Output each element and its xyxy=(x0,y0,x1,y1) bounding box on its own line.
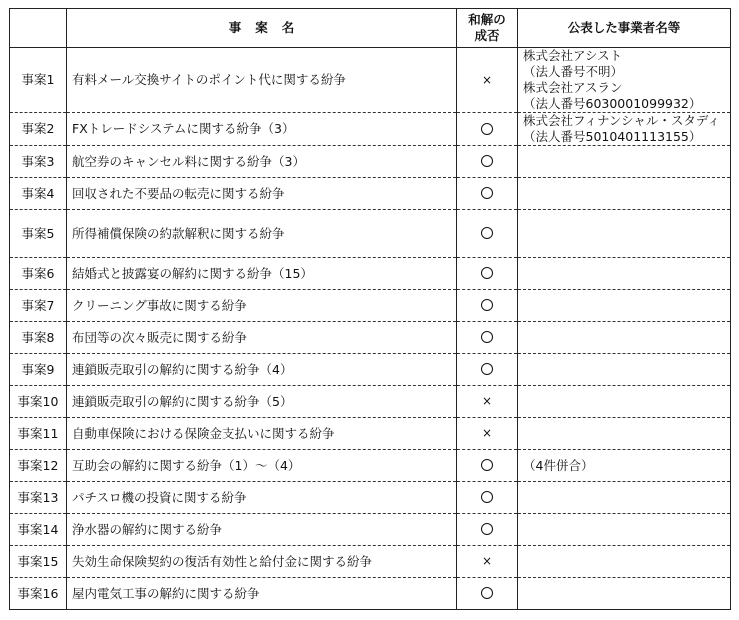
case-name: 所得補償保険の約款解釈に関する紛争 xyxy=(67,210,457,258)
case-number: 事案3 xyxy=(10,146,67,178)
settled-circle-icon xyxy=(481,267,493,279)
settlement-result xyxy=(457,514,518,546)
case-name: 回収された不要品の転売に関する紛争 xyxy=(67,178,457,210)
settlement-result xyxy=(457,113,518,146)
published-business-line: （法人番号不明） xyxy=(523,64,624,79)
settled-circle-icon xyxy=(481,459,493,471)
case-number: 事案1 xyxy=(10,48,67,113)
published-business xyxy=(518,48,731,113)
settlement-result xyxy=(457,258,518,290)
table-row xyxy=(10,482,731,514)
settlement-result xyxy=(457,354,518,386)
table-row xyxy=(10,578,731,610)
case-number: 事案12 xyxy=(10,450,67,482)
case-number: 事案8 xyxy=(10,322,67,354)
settlement-result xyxy=(457,290,518,322)
header-settlement xyxy=(457,9,518,48)
header-row xyxy=(10,9,731,48)
not-settled-cross-icon: × xyxy=(481,554,493,568)
case-name: クリーニング事故に関する紛争 xyxy=(67,290,457,322)
published-business xyxy=(518,514,731,546)
table-row xyxy=(10,386,731,418)
published-business xyxy=(518,386,731,418)
not-settled-cross-icon: × xyxy=(481,72,493,87)
published-business xyxy=(518,578,731,610)
case-name: 屋内電気工事の解約に関する紛争 xyxy=(67,578,457,610)
settled-circle-icon xyxy=(481,523,493,535)
case-number: 事案15 xyxy=(10,546,67,578)
table-row xyxy=(10,514,731,546)
settled-circle-icon xyxy=(481,187,493,199)
case-name: 連鎖販売取引の解約に関する紛争（5） xyxy=(67,386,457,418)
case-name: FXトレードシステムに関する紛争（3） xyxy=(67,113,457,146)
table-row xyxy=(10,146,731,178)
published-business xyxy=(518,354,731,386)
case-number: 事案7 xyxy=(10,290,67,322)
header-settlement-line2: 成否 xyxy=(474,28,500,43)
table-row xyxy=(10,354,731,386)
published-business xyxy=(518,113,731,146)
settlement-result xyxy=(457,322,518,354)
published-business-line: 株式会社アシスト xyxy=(523,48,623,63)
published-business xyxy=(518,418,731,450)
settlement-result xyxy=(457,210,518,258)
case-name: 航空券のキャンセル料に関する紛争（3） xyxy=(67,146,457,178)
published-business xyxy=(518,258,731,290)
published-business-line: （法人番号6030001099932） xyxy=(523,96,702,111)
table-row xyxy=(10,210,731,258)
table-row xyxy=(10,113,731,146)
case-number: 事案13 xyxy=(10,482,67,514)
case-name: 自動車保険における保険金支払いに関する紛争 xyxy=(67,418,457,450)
case-name: 有料メール交換サイトのポイント代に関する紛争 xyxy=(67,48,457,113)
case-name: 互助会の解約に関する紛争（1）～（4） xyxy=(67,450,457,482)
settled-circle-icon xyxy=(481,363,493,375)
case-name: 失効生命保険契約の復活有効性と給付金に関する紛争 xyxy=(67,546,457,578)
case-name: 連鎖販売取引の解約に関する紛争（4） xyxy=(67,354,457,386)
settled-circle-icon xyxy=(481,299,493,311)
case-number: 事案16 xyxy=(10,578,67,610)
settled-circle-icon xyxy=(481,331,493,343)
case-name: 結婚式と披露宴の解約に関する紛争（15） xyxy=(67,258,457,290)
published-business xyxy=(518,210,731,258)
table-body xyxy=(10,48,731,610)
table-row xyxy=(10,450,731,482)
case-number: 事案5 xyxy=(10,210,67,258)
published-business xyxy=(518,178,731,210)
settlement-result xyxy=(457,578,518,610)
settled-circle-icon xyxy=(481,587,493,599)
settlement-result xyxy=(457,386,518,418)
published-business-line: （4件併合） xyxy=(523,457,594,473)
not-settled-cross-icon: × xyxy=(481,426,493,440)
header-case-name: 事案名 xyxy=(67,9,457,48)
case-number: 事案4 xyxy=(10,178,67,210)
settled-circle-icon xyxy=(481,123,493,135)
case-name: 浄水器の解約に関する紛争 xyxy=(67,514,457,546)
published-business-line: 株式会社アスラン xyxy=(523,80,623,95)
header-published-business: 公表した事業者名等 xyxy=(518,9,731,48)
case-name: パチスロ機の投資に関する紛争 xyxy=(67,482,457,514)
table-row xyxy=(10,48,731,113)
table-row xyxy=(10,290,731,322)
table-row xyxy=(10,322,731,354)
published-business xyxy=(518,146,731,178)
published-business xyxy=(518,322,731,354)
table-row xyxy=(10,418,731,450)
table-row xyxy=(10,178,731,210)
table-row xyxy=(10,546,731,578)
published-business xyxy=(518,482,731,514)
published-business-line: （法人番号5010401113155） xyxy=(523,129,702,144)
published-business xyxy=(518,450,731,482)
settled-circle-icon xyxy=(481,227,493,239)
settled-circle-icon xyxy=(481,155,493,167)
header-case-number xyxy=(10,9,67,48)
dispute-cases-table xyxy=(9,8,731,610)
case-number: 事案10 xyxy=(10,386,67,418)
case-number: 事案6 xyxy=(10,258,67,290)
case-name: 布団等の次々販売に関する紛争 xyxy=(67,322,457,354)
settlement-result xyxy=(457,178,518,210)
case-number: 事案2 xyxy=(10,113,67,146)
settlement-result xyxy=(457,482,518,514)
table-row xyxy=(10,258,731,290)
published-business-line: 株式会社フィナンシャル・スタディ xyxy=(523,113,720,128)
settlement-result xyxy=(457,450,518,482)
settlement-result xyxy=(457,546,518,578)
settlement-result xyxy=(457,48,518,113)
not-settled-cross-icon: × xyxy=(481,394,493,408)
published-business xyxy=(518,290,731,322)
header-settlement-line1: 和解の xyxy=(468,12,506,27)
case-number: 事案14 xyxy=(10,514,67,546)
case-number: 事案11 xyxy=(10,418,67,450)
settlement-result xyxy=(457,418,518,450)
settlement-result xyxy=(457,146,518,178)
settled-circle-icon xyxy=(481,491,493,503)
published-business xyxy=(518,546,731,578)
case-number: 事案9 xyxy=(10,354,67,386)
